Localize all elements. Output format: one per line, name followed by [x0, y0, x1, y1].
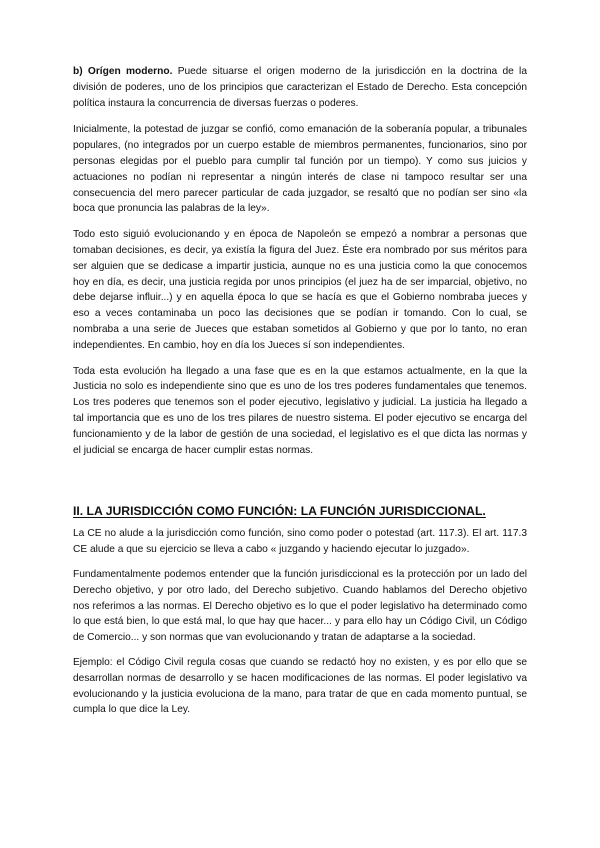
document-page: [73, 64, 527, 727]
paragraph-evolucion-actual: Toda esta evolución ha llegado a una fase que es en la que estamos actualmente, en la que la Justicia no solo es independiente sino que es uno de los tres poderes fundamentales que tenemos. Los tres poderes que tenemos son el poder ejecutivo, legislativo y judicial. La justicia ha llegado a tal importancia que es uno de los tres pilares de nuestro sistema. El poder ejecutivo se encarga del funcionamiento y de la labor de gestión de una sociedad, el legislativo es el que dicta las normas y el judicial se encarga de hacer cumplir estas normas.: [73, 365, 527, 456]
paragraph-text: Puede situarse el origen moderno de la jurisdicción en la doctrina de la división de poderes, uno de los principios que caracterizan el Estado de Derecho. Esta concepción política instaura la concurrencia de diversas fuerzas o poderes.: [73, 66, 527, 109]
section-jurisdiccion-funcion: [73, 503, 527, 718]
paragraph-origen-moderno: [73, 64, 527, 111]
paragraph-ejemplo: Ejemplo: el Código Civil regula cosas que cuando se redactó hoy no existen, y es por ello que se desarrollan normas de desarrollo y se hacen modificaciones de las normas. El poder legislativo va evolucionando y la justicia evoluciona de la mano, para tratar de que en cada momento puntual, se cumpla lo que dice la Ley.: [73, 656, 527, 716]
section-heading: II. LA JURISDICCIÓN COMO FUNCIÓN: LA FUNCIÓN JURISDICCIONAL.: [73, 504, 486, 519]
paragraph-napoleon: Todo esto siguió evolucionando y en época de Napoleón se empezó a nombrar a personas que tomaban decisiones, es decir, ya existía la figura del Juez. Éste era nombrado por sus méritos para ser alguien que se dedicase a impartir justicia, aunque no es una justicia como la que conocemos hoy en día, es decir, una justicia regida por unos principios (el juez ha de ser imparcial, objetivo, no debe dejarse influir...) y en aquella época lo que se hacía es que el Gobierno nombraba jueces y eso a veces contaminaba un poco las decisiones que se podían ir tomando. Con lo cual, se nombraba a una serie de Jueces que estaban sometidos al Gobierno y que por lo tanto, no eran independientes. En cambio, hoy en día los Jueces sí son independientes.: [73, 229, 527, 351]
paragraph-tribunales-populares: Inicialmente, la potestad de juzgar se confió, como emanación de la soberanía popular, a tribunales populares, (no integrados por un cuerpo estable de miembros permanentes, funcionarios, sino por personas elegidas por el pueblo para cumplir tal función por un tiempo). Y como sus juicios y actuaciones no podían ni representar a ningún interés de clase ni tampoco resultar ser una consecuencia del mero parecer particular de cada juzgador, se resaltó que no podían ser sino «la boca que pronuncia las palabras de la ley».: [73, 124, 527, 215]
section-origen-moderno: [73, 64, 527, 458]
paragraph-ce-alude: La CE no alude a la jurisdicción como función, sino como poder o potestad (art. 117.3). El art. 117.3 CE alude a que su ejercicio se lleva a cabo « juzgando y haciendo ejecutar lo juzgado».: [73, 528, 527, 556]
paragraph-derecho-objetivo: Fundamentalmente podemos entender que la función jurisdiccional es la protección por un lado del Derecho objetivo, y por otro lado, del Derecho subjetivo. Cuando hablamos del Derecho objetivo nos referimos a las normas. El Derecho objetivo es lo que el poder legislativo ha determinado como lo que está bien, lo que está mal, lo que hay que hacer... y para ello hay un Código Civil, un Código de Comercio... y son normas que van evolucionando y tratan de adaptarse a la sociedad.: [73, 568, 527, 644]
subheading-origen-moderno: b) Orígen moderno.: [73, 66, 173, 77]
